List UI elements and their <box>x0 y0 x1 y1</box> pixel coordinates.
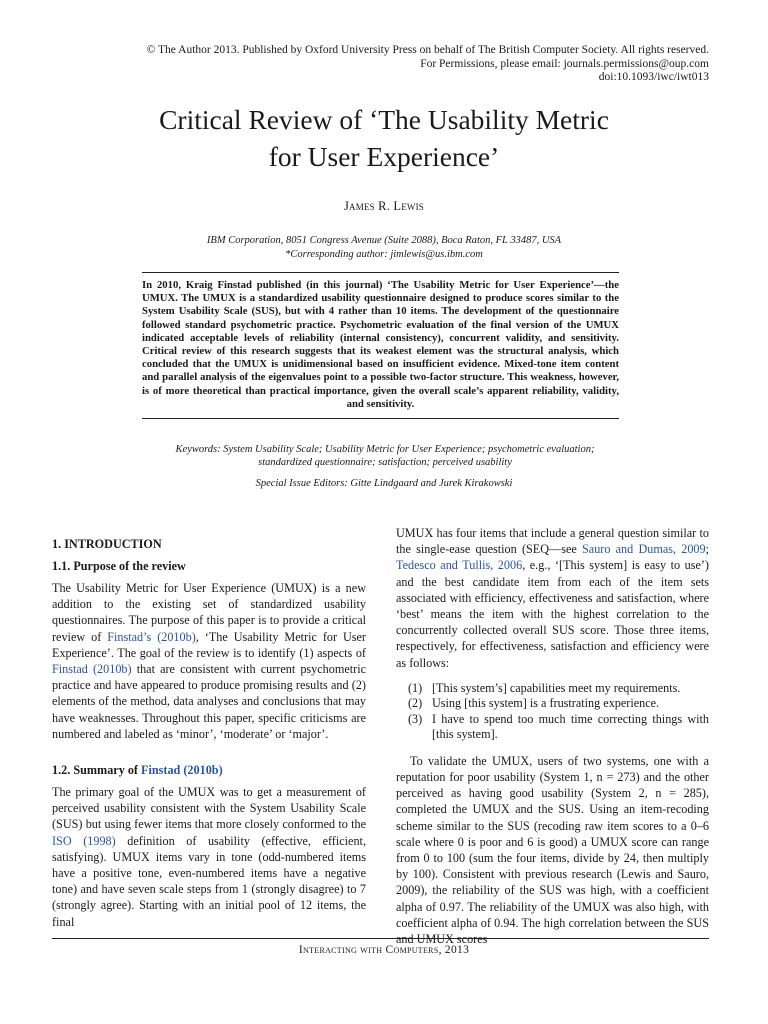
text-run: The primary goal of the UMUX was to get a measurement of perceived usability consistent with the System Usability Scale (SUS) but using fewer items that more closely conformed to the <box>52 785 366 832</box>
umux-items-paragraph <box>396 525 709 671</box>
purpose-paragraph <box>52 580 366 742</box>
citation-link-tedesco-tullis-2006[interactable]: Tedesco and Tullis, 2006 <box>396 558 523 573</box>
list-text: I have to spend too much time correcting things with [this system]. <box>432 711 709 742</box>
citation-link-sauro-dumas-2009[interactable]: Sauro and Dumas, 2009 <box>582 542 706 557</box>
list-number: (1) <box>408 680 423 695</box>
list-number: (2) <box>408 696 423 711</box>
heading-text: 1.2. Summary of <box>52 763 142 778</box>
affiliation-block <box>0 234 768 261</box>
umux-item-list <box>396 681 709 743</box>
text-run: ; <box>705 542 709 557</box>
text-run: definition of usability (effective, efficient, satisfying). UMUX items vary in tone (odd-numbered items have a positive tone, even-numbered items have a negative tone) and have seven scale steps from 1 (strongly disagree) to 7 (strongly agree). Starting with an initial pool of 12 items, the final <box>52 833 366 929</box>
citation-link-finstad-2010b[interactable]: Finstad (2010b) <box>52 662 132 677</box>
journal-footer: Interacting with Computers, 2013 <box>298 944 470 956</box>
right-column <box>396 525 709 947</box>
keywords <box>140 443 630 469</box>
citation-link-finstad-2010b[interactable]: Finstad (2010b) <box>141 763 223 778</box>
abstract <box>142 272 619 419</box>
list-text: [This system’s] capabilities meet my requirements. <box>432 680 681 695</box>
citation-link-finstad-2010b[interactable]: Finstad’s (2010b) <box>107 629 196 644</box>
keywords-line-2: standardized questionnaire; satisfaction; perceived usability <box>258 457 512 468</box>
copyright-line: © The Author 2013. Published by Oxford University Press on behalf of The British Computer Society. All rights reserved. <box>146 44 709 56</box>
list-text: Using [this system] is a frustrating experience. <box>432 696 660 711</box>
text-run: , ‘The Usability Metric for User Experience’. The goal of the review is to identify (1) aspects of <box>52 629 366 660</box>
subsection-heading-summary <box>52 762 366 778</box>
section-heading-introduction: 1. INTRODUCTION <box>52 537 162 551</box>
title-line-2: for User Experience’ <box>268 141 500 172</box>
list-item <box>396 712 709 743</box>
permissions-line: For Permissions, please email: journals.permissions@oup.com <box>420 57 709 70</box>
left-column <box>52 536 366 930</box>
text-run: The Usability Metric for User Experience (UMUX) is a new addition to the existing set of standardized usability questionnaires. The purpose of this paper is to provide a critical review of <box>52 581 366 644</box>
keywords-line-1: Keywords: System Usability Scale; Usability Metric for User Experience; psychometric evaluation; <box>175 444 595 455</box>
text-run: , e.g., ‘[This system] is easy to use’) and the best candidate item from each of the item sets associated with efficiency, effectiveness and satisfaction, where ‘best’ means the item with the highest correlation to the concurrently collected overall SUS score. Those three items, respectively, for effectiveness, satisfaction and efficiency were as follows: <box>396 558 709 670</box>
text-run: that are consistent with current psychometric practice and have appeared to produce promising results and (2) elements of the method, data analyses and conclusions that may have weaknesses. Throughout this paper, specific criticisms are numbered and labeled as ‘minor’, ‘moderate’ or ‘major’. <box>52 662 366 741</box>
corresponding-author: *Corresponding author: jimlewis@us.ibm.com <box>285 248 483 260</box>
list-number: (3) <box>408 711 423 726</box>
title-line-1: Critical Review of ‘The Usability Metric <box>159 104 609 135</box>
copyright-notice <box>49 44 709 85</box>
list-item <box>396 696 709 712</box>
list-item <box>396 681 709 697</box>
footer-divider <box>52 938 709 939</box>
affiliation: IBM Corporation, 8051 Congress Avenue (Suite 2088), Boca Raton, FL 33487, USA <box>206 235 562 246</box>
abstract-text: In 2010, Kraig Finstad published (in this journal) ‘The Usability Metric for User Experience’—the UMUX. The UMUX is a standardized usability questionnaire designed to produce scores similar to the System Usability Scale (SUS), but with 4 rather than 10 items. The development of the questionnaire followed standard psychometric practice. Psychometric evaluation of the final version of the UMUX indicated acceptable levels of reliability (internal consistency), concurrent validity, and sensitivity. Critical review of this research suggests that its weakest element was the structural analysis, which concluded that the UMUX is unidimensional based on insufficient evidence. Mixed-tone item content and parallel analysis of the eigenvalues point to a possible two-factor structure. This weakness, however, is of more theoretical than practical importance, given the overall scale’s apparent reliability, validity, and sensitivity. <box>142 279 619 410</box>
subsection-heading-purpose: 1.1. Purpose of the review <box>52 559 186 573</box>
text-run: UMUX has four items that include a general question similar to the single-ease question (SEQ—see <box>396 526 709 557</box>
citation-link-iso-1998[interactable]: ISO (1998) <box>52 833 116 848</box>
special-issue-editors: Special Issue Editors: Gitte Lindgaard and Jurek Kirakowski <box>255 478 513 489</box>
summary-paragraph <box>52 784 366 930</box>
validation-paragraph: To validate the UMUX, users of two systems, one with a reputation for poor usability (System 1, n = 273) and the other perceived as having good usability (System 2, n = 285), completed the UMUX and the SUS. Using an item-recoding scheme similar to the SUS (recoding raw item scores to a 0–6 scale where 0 is poor and 6 is good) a UMUX score can range from 0 to 100 (sum the four items, divide by 24, then multiply by 100). Consistent with previous research (Lewis and Sauro, 2009), the reliability of the SUS was high, with a coefficient alpha of 0.97. The reliability of the UMUX was also high, with coefficient alpha of 0.94. The high correlation between the SUS and UMUX scores <box>396 753 709 947</box>
doi-line: doi:10.1093/iwc/iwt013 <box>598 71 709 83</box>
paper-title <box>0 101 768 175</box>
author-name: James R. Lewis <box>343 199 424 213</box>
